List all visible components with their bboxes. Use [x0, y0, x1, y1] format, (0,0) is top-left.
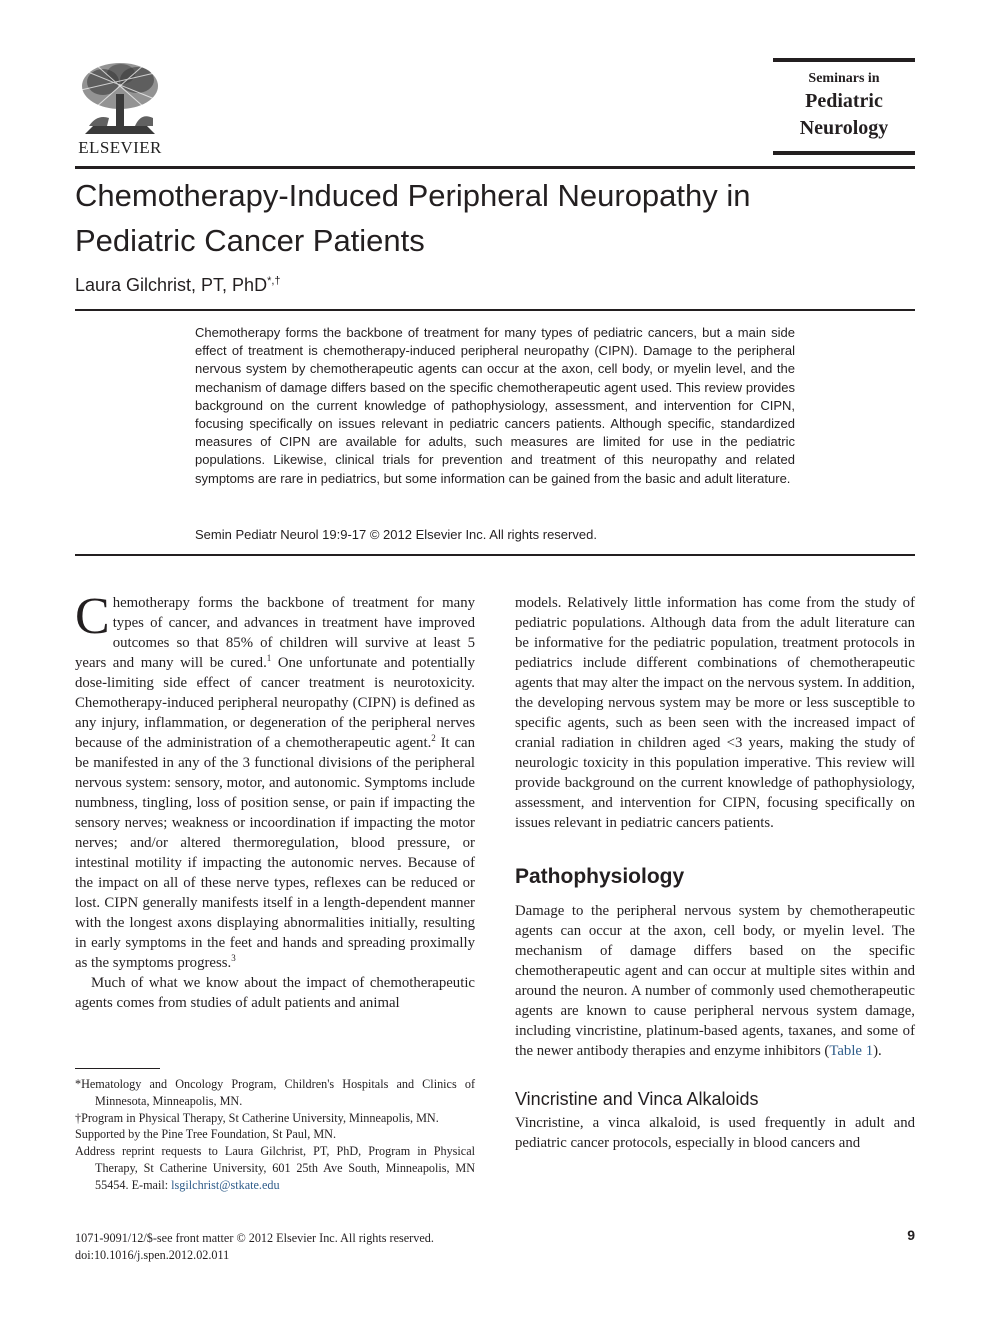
footnotes — [75, 1076, 475, 1194]
page-number: 9 — [907, 1227, 915, 1243]
subsection-heading-vincristine: Vincristine and Vinca Alkaloids — [515, 1089, 759, 1109]
body-column-left — [75, 588, 475, 1013]
reference-2[interactable]: 2 — [431, 733, 436, 744]
footnote-rule — [75, 1068, 160, 1069]
citation-line: Semin Pediatr Neurol 19:9-17 © 2012 Elsevier Inc. All rights reserved. — [195, 527, 597, 542]
pathophysiology-text-b: ). — [873, 1043, 882, 1059]
elsevier-logo — [75, 60, 165, 158]
abstract-bottom-rule — [75, 554, 915, 556]
author-affiliation-marks: *,† — [267, 275, 281, 287]
reprint-address-text: Address reprint requests to Laura Gilchrist, PT, PhD, Program in Physical Therapy, St Catherine University, 601 25th Ave South, Minneapolis, MN 55454. E-mail: — [75, 1144, 475, 1192]
footnote-affiliation-2: †Program in Physical Therapy, St Catherine University, Minneapolis, MN. — [75, 1110, 439, 1125]
vincristine-paragraph: Vincristine, a vinca alkaloid, is used frequently in adult and pediatric cancer protocols, especially in blood cancers and — [515, 1115, 915, 1151]
abstract-text: Chemotherapy forms the backbone of treatment for many types of pediatric cancers, but a main side effect of treatment is chemotherapy-induced peripheral neuropathy (CIPN). Damage to the peripheral nervous system by chemotherapeutic agents can occur at the axon, cell body, or myelin level, and the mechanism of damage differs based on the specific chemotherapeutic agent used. This review provides background on the current knowledge of pathophysiology, assessment, and intervention for CIPN, focusing specifically on issues relevant in pediatric cancers patients. Although specific, standardized measures of CIPN are available for adults, such measures are limited for use in the pediatric populations. Likewise, clinical trials for prevention and treatment of this neuropathy and related symptoms are rare in pediatrics, but some information can be gained from the basic and adult literature. — [195, 325, 795, 486]
intro-paragraph-1 — [75, 588, 475, 973]
journal-masthead — [773, 58, 915, 155]
author-name: Laura Gilchrist, PT, PhD — [75, 275, 268, 295]
footnote-reprint-address — [75, 1143, 475, 1193]
intro-text-c: It can be manifested in any of the 3 functional divisions of the peripheral nervous system: sensory, motor, and autonomic. Symptoms include numbness, tingling, loss of position sense, or pain if impacting the sensory nerves; weakness or incoordination if impacting the motor nerves; and/or altered thermoregulation, blood pressure, or intestinal motility if impacting the autonomic nerves. Because of the impact on all of these nerve types, reflexes can be reduced or lost. CIPN generally manifests itself in a length-dependent manner with the longest axons displaying abnormalities initially, resulting in early symptoms in the feet and hands and spreading proximally as the symptoms progress. — [75, 735, 475, 971]
pathophysiology-text-a: Damage to the peripheral nervous system by chemotherapeutic agents can occur at the axon, cell body, or myelin level. The mechanism of damage differs based on the specific chemotherapeutic agent and can occur at multiple sites within and around the neuron. A number of commonly used chemotherapeutic agents are known to cause peripheral nervous system damage, including vincristine, platinum-based agents, taxanes, and some of the newer antibody therapies and enzyme inhibitors ( — [515, 903, 915, 1059]
journal-name-line3: Neurology — [799, 117, 889, 139]
section-heading-pathophysiology: Pathophysiology — [515, 865, 685, 888]
publisher-name: ELSEVIER — [78, 138, 162, 157]
intro-text-a: hemotherapy forms the backbone of treatment for many types of cancer, and advances in treatment have improved outcomes so that 85% of children will survive at least 5 years and many will be cured. — [75, 595, 475, 671]
abstract-top-rule — [75, 309, 915, 311]
header-rule — [75, 166, 915, 169]
journal-name-line1: Seminars in — [808, 71, 880, 86]
table-1-link[interactable]: Table 1 — [829, 1043, 874, 1059]
journal-name-line2: Pediatric — [805, 90, 883, 112]
footnote-affiliation-1: *Hematology and Oncology Program, Children's Hospitals and Clinics of Minnesota, Minneapolis, MN. — [75, 1077, 475, 1108]
author-line — [75, 268, 281, 298]
elsevier-tree-icon — [75, 60, 165, 136]
reference-3[interactable]: 3 — [231, 953, 236, 964]
copyright-line: 1071-9091/12/$-see front matter © 2012 Elsevier Inc. All rights reserved. — [75, 1231, 434, 1245]
author-email-link[interactable]: lsgilchrist@stkate.edu — [171, 1177, 280, 1192]
pathophysiology-paragraph — [515, 901, 915, 1061]
page-footer — [75, 1230, 434, 1263]
article-title: Chemotherapy-Induced Peripheral Neuropathy in Pediatric Cancer Patients — [75, 178, 751, 258]
intro-paragraph-2-continued: models. Relatively little information has come from the study of pediatric populations. Although data from the adult literature can be informative for the pediatric population, treatment protocols in pediatrics include different combinations of chemotherapeutic agents that may alter the impact on the nervous system. In addition, the developing nervous system may be more or less susceptible to specific agents, such as been seen with the increased impact of cranial radiation in children aged <3 years, making the study of neurologic toxicity in this population imperative. This review will provide background on the current knowledge of pathophysiology, assessment, and intervention for CIPN, focusing specifically on issues relevant in pediatric cancers patients. — [515, 595, 915, 831]
body-column-right — [515, 593, 915, 1153]
drop-cap: C — [75, 588, 110, 645]
doi-line: doi:10.1016/j.spen.2012.02.011 — [75, 1247, 230, 1262]
footnote-funding: Supported by the Pine Tree Foundation, St Paul, MN. — [75, 1127, 337, 1142]
intro-paragraph-2-start: Much of what we know about the impact of chemotherapeutic agents comes from studies of adult patients and animal — [75, 975, 475, 1011]
intro-text-b: One unfortunate and potentially dose-limiting side effect of cancer treatment is neurotoxicity. Chemotherapy-induced peripheral neuropathy (CIPN) is defined as any injury, inflammation, or degeneration of the peripheral nerves because of the administration of a chemotherapeutic agent. — [75, 655, 475, 751]
reference-1[interactable]: 1 — [266, 653, 272, 664]
